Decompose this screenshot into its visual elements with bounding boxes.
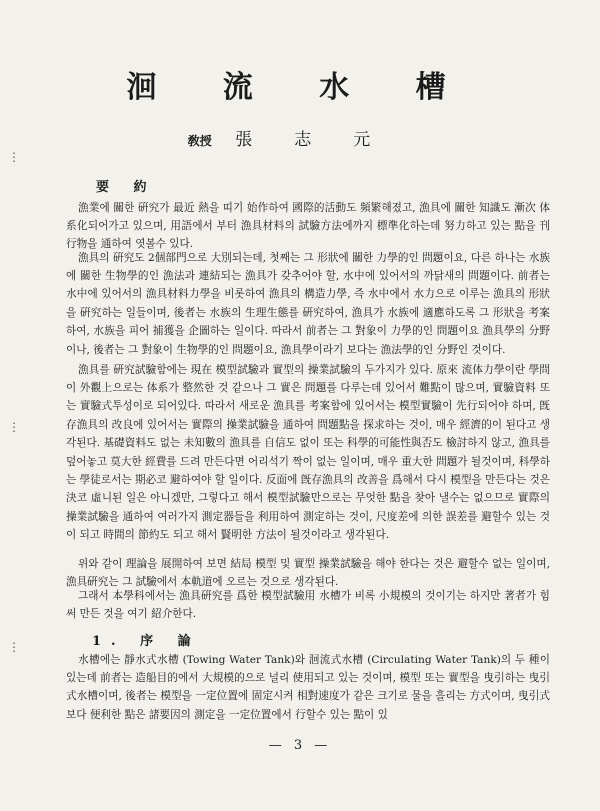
abstract-paragraph: 위와 같이 理論을 展開하여 보면 結局 模型 및 實型 操業試驗을 해야 한다는 것은 避할수 없는 일이며, 漁具硏究는 그 試驗에서 本軌道에 오르는 것으로 생각된다. xyxy=(66,557,550,588)
abstract-heading: 要 約 xyxy=(96,180,157,195)
author-name: 張志元 xyxy=(235,130,413,150)
margin-decoration: ⋮ xyxy=(8,640,20,654)
abstract-paragraph: 漁業에 關한 硏究가 最近 熱을 띠기 始作하여 國際的活動도 頻繁해졌고, 漁具에 關한 知識도 漸次 体系化되어가고 있으며, 用語에서 부터 漁具材料의 試驗方法에까지 標準化하는데 努力하고 있는 點을 刊行物을 通하여 엿볼수 있다. xyxy=(66,201,550,251)
section-paragraph: 水槽에는 靜水式水槽 (Towing Water Tank)와 洄流式水槽 (Circulating Water Tank)의 두 種이 있는데 前者는 造船目的에서 大規模的으로 널리 使用되고 있는 것이며, 模型 또는 實型을 曳引하는 曳引式水槽이며, 後者는 模型을 一定位置에 固定시켜 相對速度가 같은 크기로 물을 흘리는 方式이며, 曳引式보다 便利한 點은 諸要因의 測定을 一定位置에서 行할수 있는 點이 있 xyxy=(66,653,550,721)
author-line xyxy=(0,125,600,150)
section-heading: 1. 序 論 xyxy=(92,634,201,649)
author-role: 敎授 xyxy=(187,134,212,148)
abstract-paragraph: 漁具의 硏究도 2個部門으로 大別되는데, 첫째는 그 形狀에 關한 力學的인 問題이요, 다른 하나는 水族에 關한 生物學的인 漁法과 連結되는 漁具가 갖추어야 할, 水中에 있어서의 까닭새의 問題이다. 前者는 水中에 있어서의 漁具材料力學을 비롯하여 漁具의 構造力學, 즉 水中에서 水力으로 이루는 漁具의 形狀을 硏究하는 일들이며, 後者는 水族의 生理生態를 硏究하여, 漁具가 水族에 適應하도록 그 形狀을 考案하여, 水族을 피어 捕獲을 企圖하는 일이다. 따라서 前者는 그 對象이 力學的인 問題이요 漁具學의 分野이나, 後者는 그 對象이 生物學的인 問題이요, 漁具學이라기 보다는 漁法學的인 分野인 것이다. xyxy=(66,251,550,356)
abstract-paragraph: 漁具를 硏究試驗함에는 現在 模型試驗과 實型의 操業試驗의 두가지가 있다. 原來 流体力學이란 學問이 外觀上으로는 体系가 整然한 것 같으나 그 實은 問題를 다루는데 있어서 難點이 많으며, 實驗資料 또는 實驗式투성이로 되어있다. 따라서 새로운 漁具를 考案함에 있어서는 模型實驗이 先行되어야 하며, 旣存漁具의 改良에 있어서는 實際의 操業試驗을 通하여 問題點을 探求하는 것이, 매우 經濟的이 된다고 생각된다. 基礎資料도 없는 未知數의 漁具를 自信도 없이 또는 科學的可能性與否도 檢討하지 않고, 漁具를 덮어놓고 莫大한 經費를 드려 만든다면 어리석기 짝이 없는 일이며, 매우 重大한 問題가 될것이며, 科學하는 學徒로서는 期必코 避하여야 할 일이다. 反面에 旣存漁具의 改善을 爲해서 다시 模型을 만든다는 것은 決코 虛니된 일은 아니겠만, 그렇다고 해서 模型試驗만으로는 무엇한 點을 찾아 낼수는 없으므로 實際의 操業試驗을 通하여 여러가지 測定器들을 利用하여 測定하는 것이, 尺度差에 의한 誤差를 避할수 있는 것이 되고 時間의 節約도 되고 해서 賢明한 方法이 될것이라고 생각된다. xyxy=(66,363,550,542)
abstract-paragraph: 그래서 本學科에서는 漁具硏究를 爲한 模型試驗用 水槽가 비록 小規模의 것이기는 하지만 著者가 힘써 만든 것을 여기 紹介한다. xyxy=(66,589,550,620)
page-number: — 3 — xyxy=(268,738,332,753)
margin-decoration: ⋮ xyxy=(8,150,20,164)
margin-decoration: ⋮ xyxy=(8,420,20,434)
paper-title: 洄 流 水 槽 xyxy=(126,70,474,105)
